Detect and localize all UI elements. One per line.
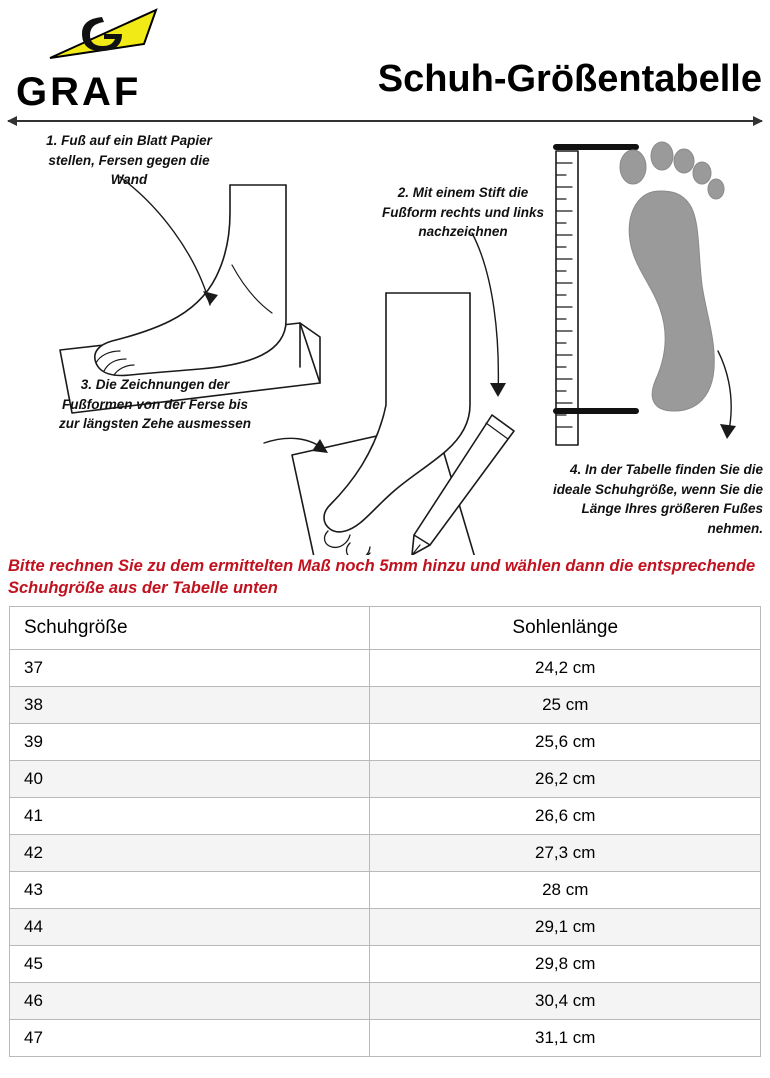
table-row (10, 834, 761, 871)
column-header-size: Schuhgröße (10, 606, 370, 649)
table-row (10, 686, 761, 723)
header-divider (8, 120, 762, 122)
table-row (10, 982, 761, 1019)
instruction-step-1: 1. Fuß auf ein Blatt Papier stellen, Fersen gegen die Wand (46, 133, 212, 188)
brand-name: GRAF (16, 70, 142, 114)
cell-length: 26,6 cm (370, 797, 761, 834)
cell-length: 27,3 cm (370, 834, 761, 871)
cell-size: 43 (10, 871, 370, 908)
graf-triangle-logo-icon (48, 8, 158, 63)
table-row (10, 908, 761, 945)
cell-size: 47 (10, 1019, 370, 1056)
cell-size: 46 (10, 982, 370, 1019)
cell-size: 39 (10, 723, 370, 760)
cell-size: 37 (10, 649, 370, 686)
instruction-step-4: 4. In der Tabelle finden Sie die ideale Schuhgröße, wenn Sie die Länge Ihres größeren Fußes nehmen. (552, 462, 763, 536)
page-header (0, 0, 770, 125)
cell-length: 25,6 cm (370, 723, 761, 760)
cell-size: 45 (10, 945, 370, 982)
cell-length: 30,4 cm (370, 982, 761, 1019)
table-row (10, 1019, 761, 1056)
instruction-step-2: 2. Mit einem Stift die Fußform rechts und links nachzeichnen (381, 185, 544, 240)
cell-length: 29,1 cm (370, 908, 761, 945)
table-row (10, 723, 761, 760)
cell-length: 28 cm (370, 871, 761, 908)
cell-length: 31,1 cm (370, 1019, 761, 1056)
column-header-length: Sohlenlänge (370, 606, 761, 649)
instruction-step-3: 3. Die Zeichnungen der Fußformen von der Ferse bis zur längsten Zehe ausmessen (58, 377, 252, 432)
cell-size: 38 (10, 686, 370, 723)
table-header-row (10, 606, 761, 649)
table-row (10, 797, 761, 834)
table-row (10, 871, 761, 908)
shoe-size-table (9, 606, 761, 1057)
measurement-notice: Bitte rechnen Sie zu dem ermittelten Maß noch 5mm hinzu und wählen dann die entsprechende Schuhgröße aus der Tabelle unten (8, 557, 756, 598)
table-row (10, 945, 761, 982)
instruction-illustration (0, 125, 770, 555)
brand-logo (10, 8, 170, 118)
page-title: Schuh-Größentabelle (377, 58, 762, 100)
cell-length: 29,8 cm (370, 945, 761, 982)
cell-size: 41 (10, 797, 370, 834)
table-row (10, 649, 761, 686)
table-body (10, 649, 761, 1056)
cell-size: 44 (10, 908, 370, 945)
cell-length: 25 cm (370, 686, 761, 723)
cell-length: 26,2 cm (370, 760, 761, 797)
cell-size: 40 (10, 760, 370, 797)
cell-length: 24,2 cm (370, 649, 761, 686)
cell-size: 42 (10, 834, 370, 871)
table-row (10, 760, 761, 797)
